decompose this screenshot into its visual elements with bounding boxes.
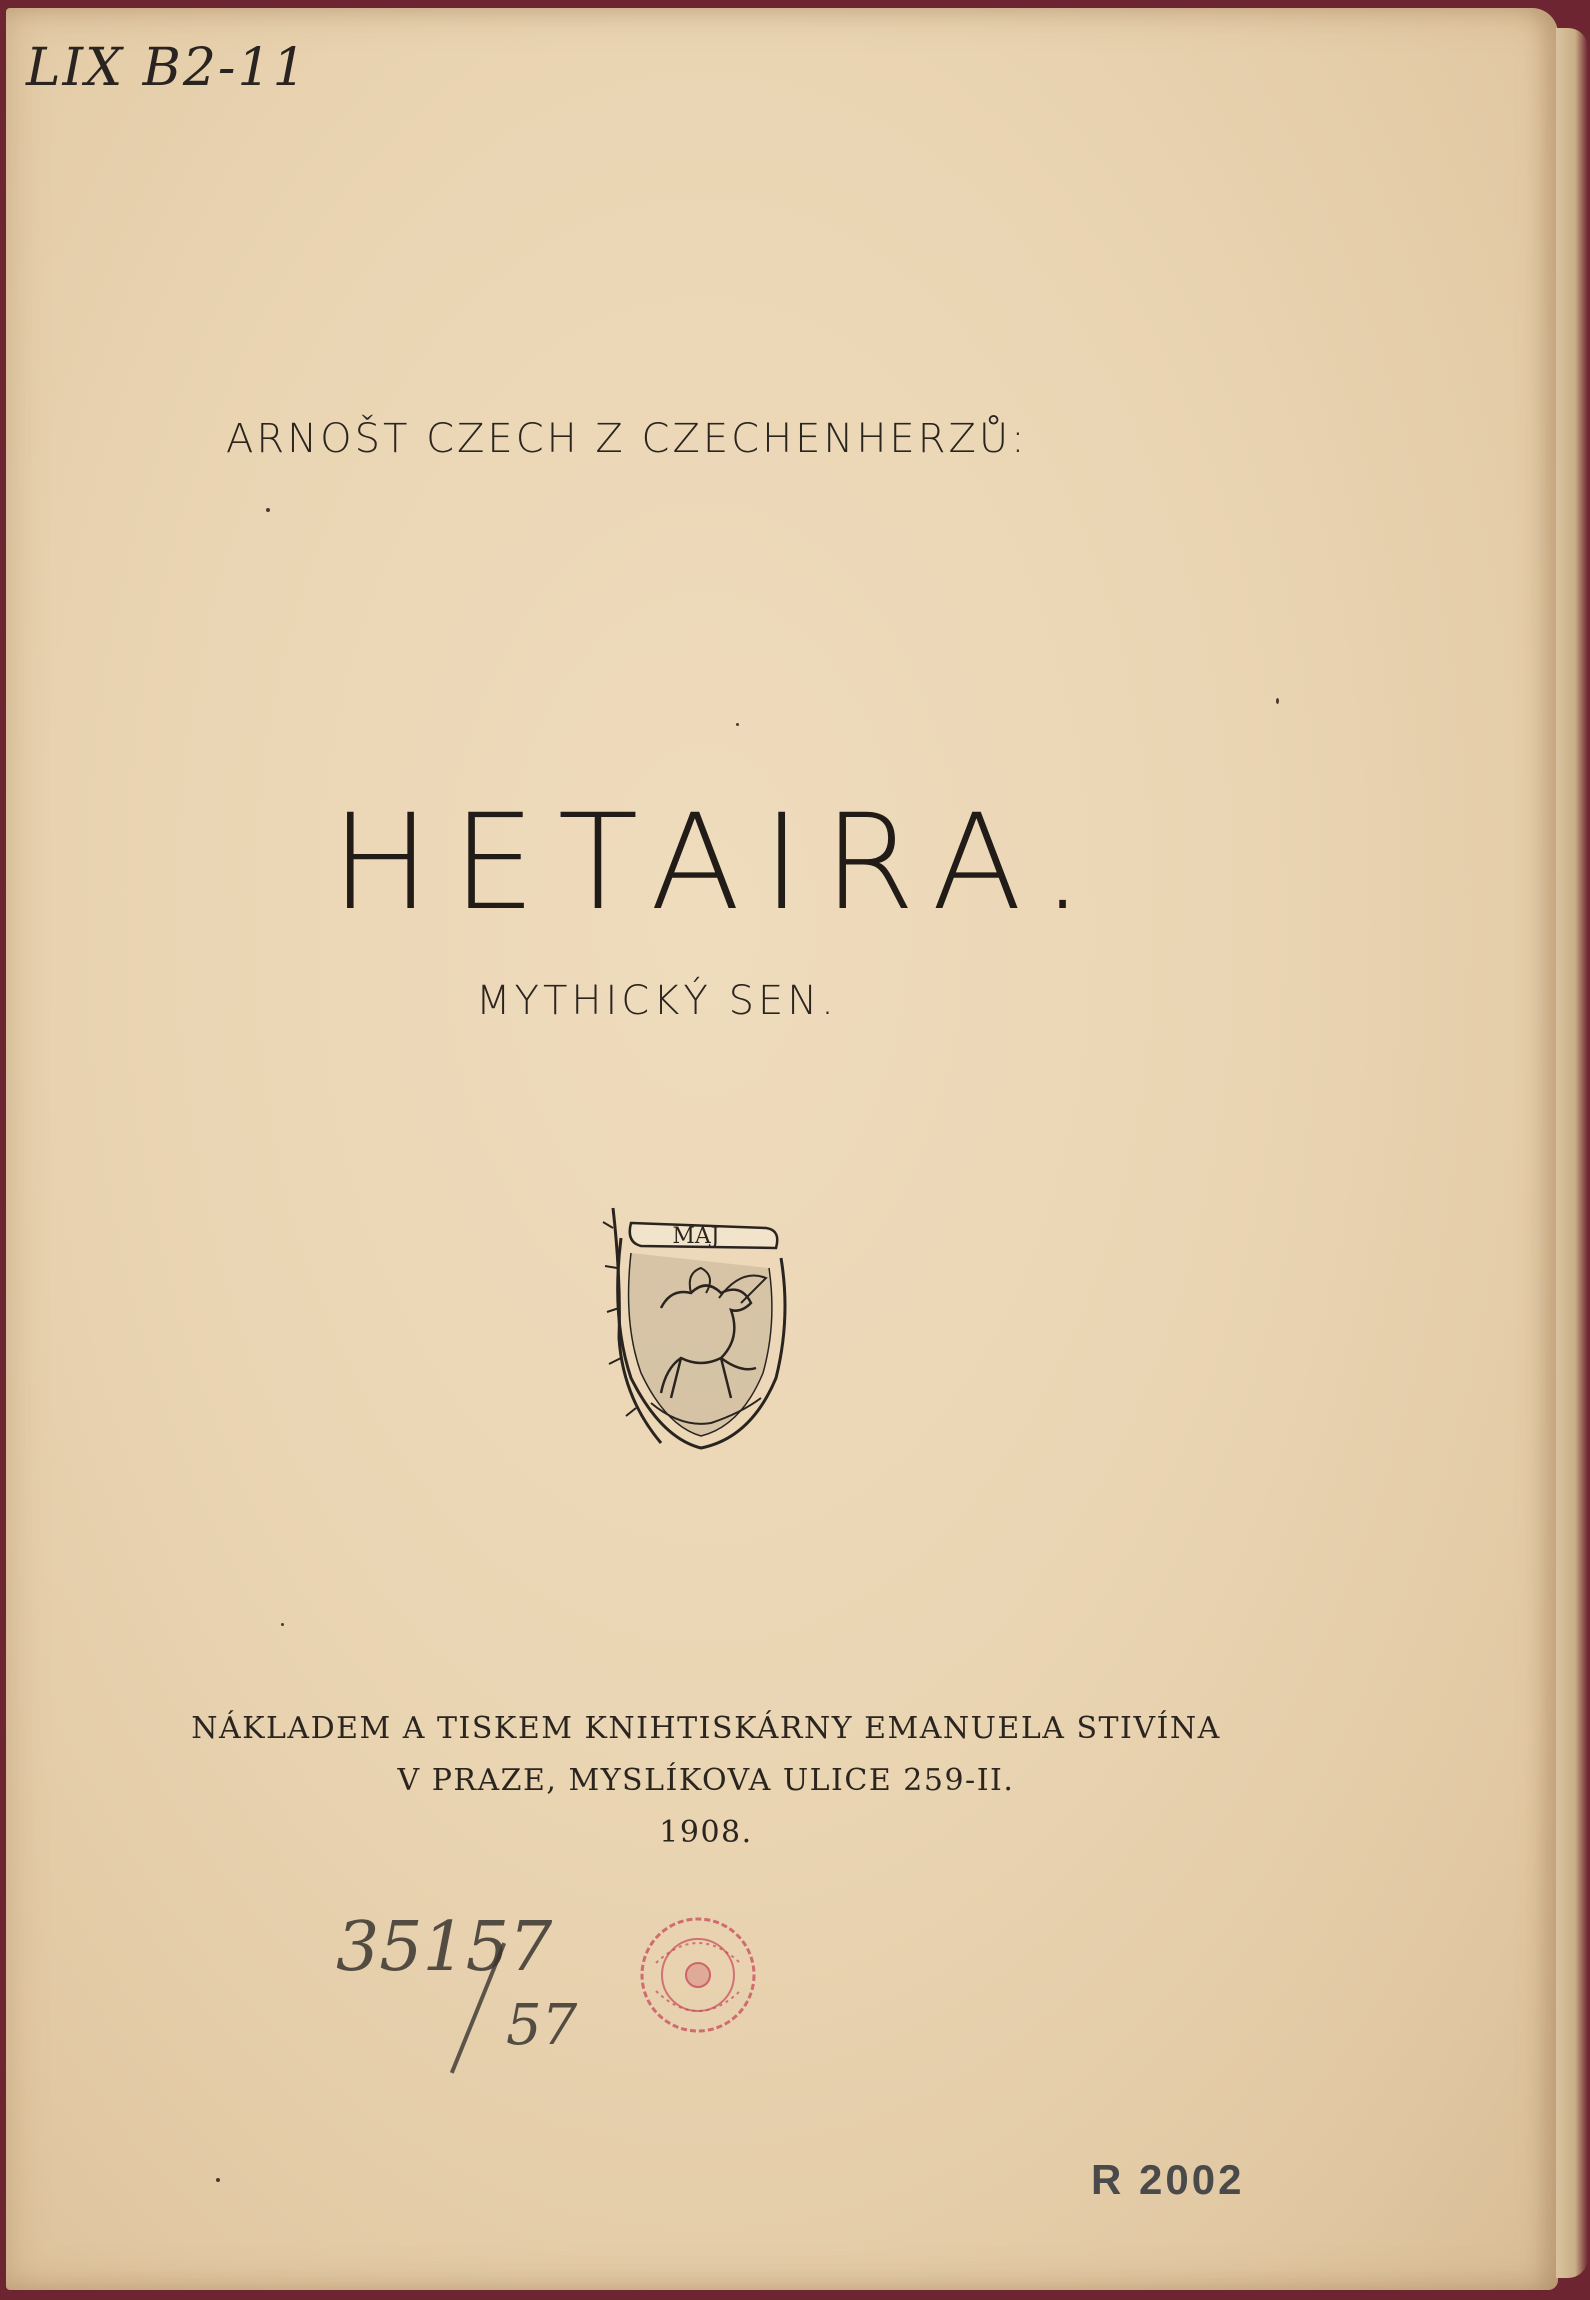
page-edge	[1556, 28, 1588, 2278]
author-name: ARNOŠT CZECH Z CZECHENHERZŮ:	[226, 416, 1028, 462]
handwritten-accession-suffix: 57	[506, 1993, 578, 2058]
paper-speck	[216, 2178, 220, 2182]
call-number-stamp: R 2002	[1091, 2156, 1245, 2203]
title-page	[6, 8, 1558, 2290]
publisher-line-2: V PRAZE, MYSLÍKOVA ULICE 259-II.	[397, 1763, 1015, 1798]
handwritten-shelfmark: LIX B2-11	[26, 38, 308, 98]
paper-speck	[281, 1623, 284, 1626]
publication-year: 1908.	[659, 1815, 753, 1850]
publisher-imprint	[146, 1703, 1266, 1859]
paper-speck	[736, 723, 739, 726]
library-stamp-icon	[636, 1913, 761, 2038]
pegasus-emblem-icon	[591, 1198, 811, 1458]
paper-speck	[1276, 698, 1279, 704]
handwritten-accession-number: 35157	[336, 1908, 553, 1987]
book-subtitle: MYTHICKÝ SEN.	[476, 978, 838, 1024]
book-title: HETAIRA.	[331, 786, 1106, 940]
publisher-line-1: NÁKLADEM A TISKEM KNIHTISKÁRNY EMANUELA STIVÍNA	[191, 1711, 1221, 1746]
paper-speck	[266, 508, 270, 512]
emblem-banner-text: MAJ	[672, 1224, 720, 1249]
